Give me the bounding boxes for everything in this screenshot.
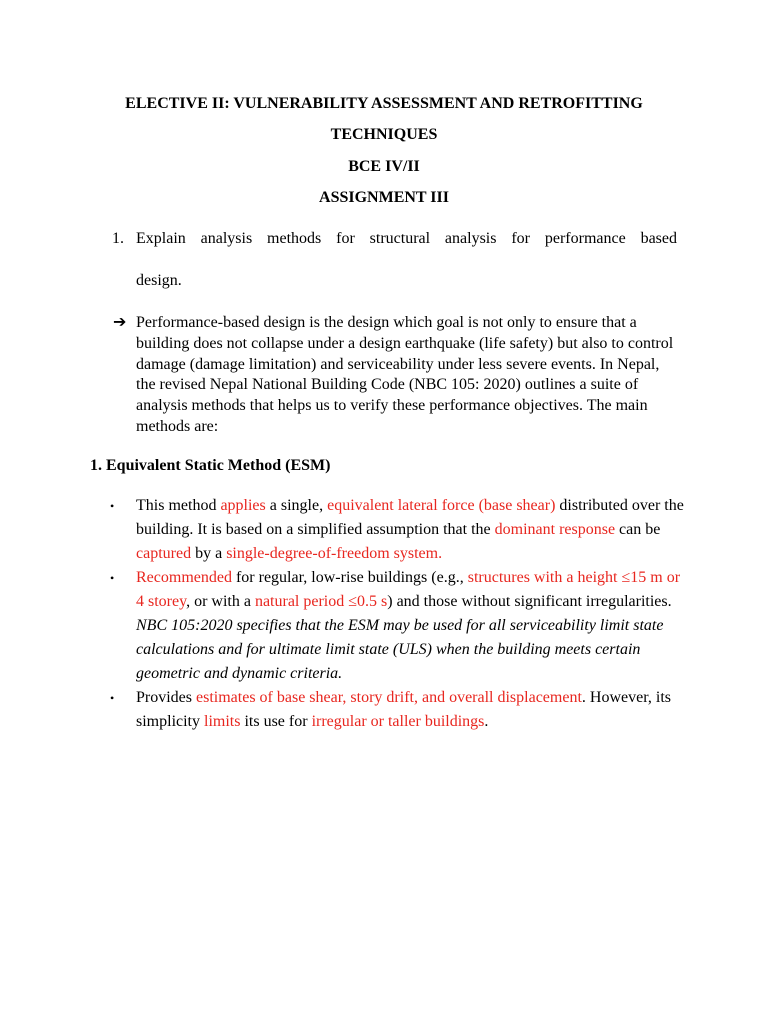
question-text-line-2: design. — [136, 272, 182, 289]
nbc-note: NBC 105:2020 specifies that the ESM may be used for all serviceability limit state calculations and for ultimate limit state (ULS) when the building meets certain geometric and dynamic criteria. — [136, 617, 664, 682]
text-span: for regular, low-rise buildings (e.g., — [231, 569, 468, 586]
section-heading: 1. Equivalent Static Method (ESM) — [90, 457, 331, 474]
text-span: can be — [615, 521, 661, 538]
highlight-span: Recommended — [136, 569, 232, 586]
answer-paragraph: Performance-based design is the design which goal is not only to ensure that a building does not collapse under a design earthquake (life safety) but also to control damage (damage limitation) and serviceability under less severe events. In Nepal, the revised Nepal National Building Code (NBC 105: 2020) outlines a suite of analysis methods that helps us to verify these performance objectives. The main methods are: — [136, 314, 674, 435]
highlight-span: captured — [136, 545, 192, 562]
text-span: Provides — [136, 689, 196, 706]
assignment-title: ASSIGNMENT III — [319, 189, 449, 206]
bullet-list — [110, 494, 685, 734]
text-span: a single, — [265, 497, 328, 514]
bullet-dot-icon: • — [110, 691, 115, 705]
text-span: distributed over the building. It is based on a simplified assumption that the — [136, 497, 684, 538]
text-span: , or with a — [186, 593, 255, 610]
text-span: This method — [136, 497, 221, 514]
highlight-span: applies — [220, 497, 266, 514]
text-span: its use for — [240, 713, 312, 730]
highlight-span: equivalent lateral force (base shear) — [327, 497, 556, 514]
bullet-item-1 — [110, 494, 685, 566]
arrow-icon: ➔ — [113, 314, 127, 331]
title-line-1: ELECTIVE II: VULNERABILITY ASSESSMENT AND RETROFITTING — [125, 95, 643, 112]
title-line-2: TECHNIQUES — [330, 126, 438, 143]
text-span: by a — [191, 545, 227, 562]
question-text-line-1: Explain analysis methods for structural analysis for performance based — [136, 230, 677, 247]
bullet-dot-icon: • — [110, 499, 115, 513]
highlight-span: structures with a height ≤15 m or 4 storey — [136, 569, 681, 610]
text-span: ) and those without significant irregularities. — [387, 593, 672, 610]
bullet-item-2 — [110, 566, 685, 686]
question-number: 1. — [112, 230, 124, 247]
bullet-item-3 — [110, 686, 685, 734]
text-span: . — [484, 713, 489, 730]
highlight-span: limits — [204, 713, 241, 730]
highlight-span: irregular or taller buildings — [311, 713, 485, 730]
bullet-dot-icon: • — [110, 571, 115, 585]
highlight-span: estimates of base shear, story drift, and overall displacement — [196, 689, 582, 706]
course-code: BCE IV/II — [348, 158, 420, 175]
highlight-span: dominant response — [494, 521, 616, 538]
highlight-span: single-degree-of-freedom system. — [226, 545, 443, 562]
highlight-span: natural period ≤0.5 s — [254, 593, 388, 610]
text-span: . However, its simplicity — [136, 689, 672, 730]
